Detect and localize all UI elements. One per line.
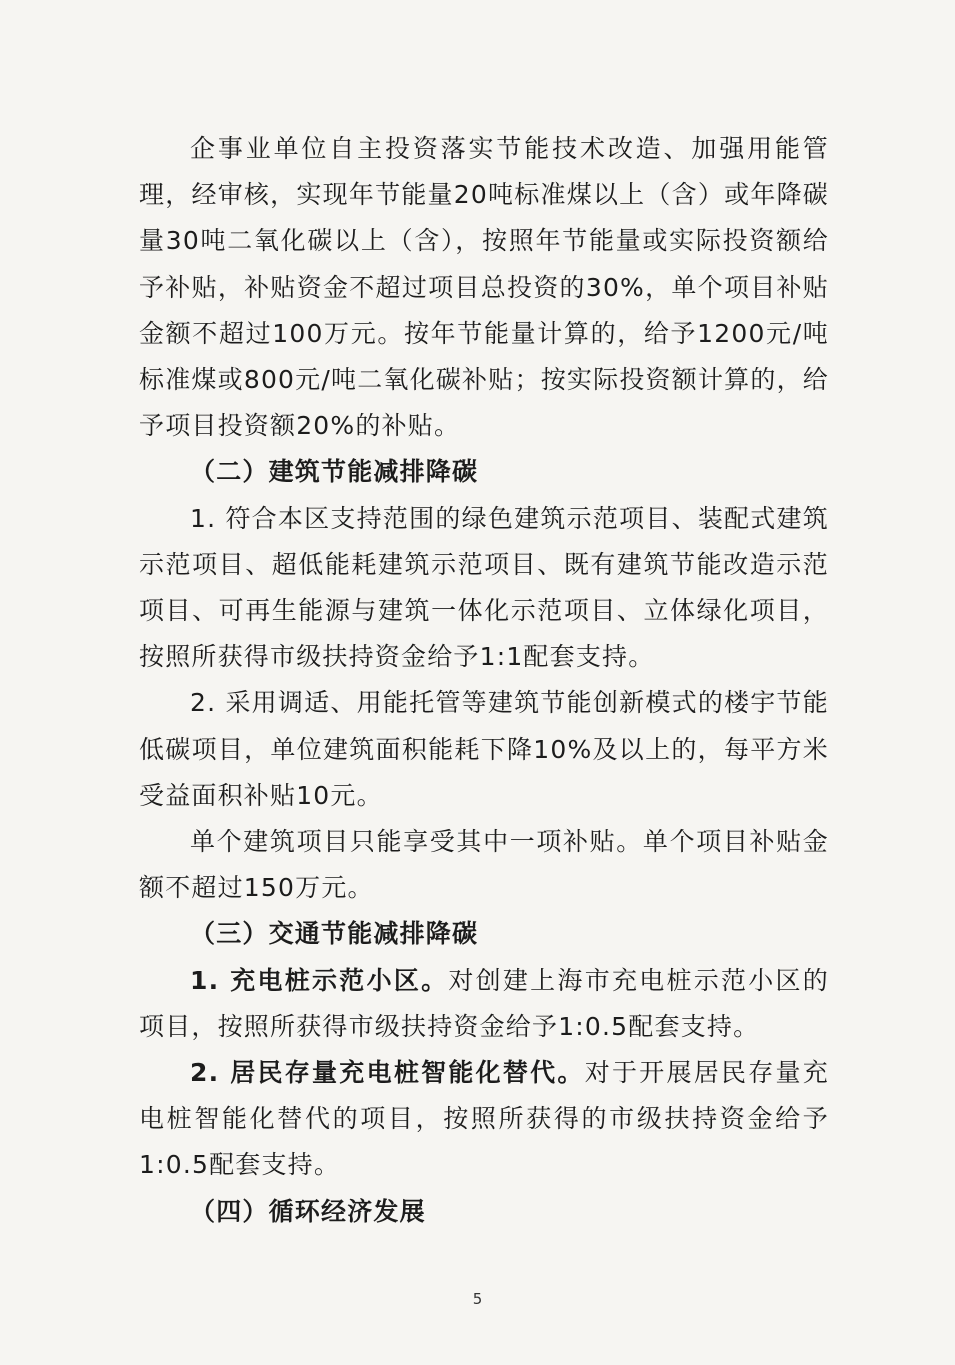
- section-heading-circular-economy: （四）循环经济发展: [190, 1196, 426, 1226]
- page-number: 5: [472, 1290, 483, 1308]
- lead-charging-demo-community: 1. 充电桩示范小区。: [190, 965, 449, 995]
- section-heading-building: （二）建筑节能减排降碳: [190, 457, 479, 487]
- paragraph-charging-demo-community: [139, 958, 829, 1050]
- section-heading-transport: （三）交通节能减排降碳: [190, 919, 479, 949]
- paragraph-energy-retrofit-subsidy: 企事业单位自主投资落实节能技术改造、加强用能管理，经审核，实现年节能量20吨标准煤以上（含）或年降碳量30吨二氧化碳以上（含），按照年节能量或实际投资额给予补贴，补贴资金不超过项目总投资的30%，单个项目补贴金额不超过100万元。按年节能量计算的，给予1200元/吨标准煤或800元/吨二氧化碳补贴；按实际投资额计算的，给予项目投资额20%的补贴。: [139, 134, 829, 441]
- paragraph-building-energy-innovation: 2. 采用调适、用能托管等建筑节能创新模式的楼宇节能低碳项目，单位建筑面积能耗下降10%及以上的，每平方米受益面积补贴10元。: [139, 688, 829, 810]
- paragraph-charging-smart-replacement: [139, 1050, 829, 1189]
- paragraph-building-subsidy-limit: 单个建筑项目只能享受其中一项补贴。单个项目补贴金额不超过150万元。: [139, 827, 829, 903]
- paragraph-green-building-demo: 1. 符合本区支持范围的绿色建筑示范项目、装配式建筑示范项目、超低能耗建筑示范项目、既有建筑节能改造示范项目、可再生能源与建筑一体化示范项目、立体绿化项目，按照所获得市级扶持资金给予1:1配套支持。: [139, 503, 829, 672]
- lead-charging-smart-replacement: 2. 居民存量充电桩智能化替代。: [190, 1058, 585, 1088]
- text-charging-demo-community: 对创建上海市充电桩示范小区的项目，按照所获得市级扶持资金给予1:0.5配套支持。: [139, 965, 829, 1041]
- document-body: [139, 126, 829, 1235]
- text-charging-smart-replacement: 对于开展居民存量充电桩智能化替代的项目，按照所获得的市级扶持资金给予1:0.5配套支持。: [139, 1058, 829, 1180]
